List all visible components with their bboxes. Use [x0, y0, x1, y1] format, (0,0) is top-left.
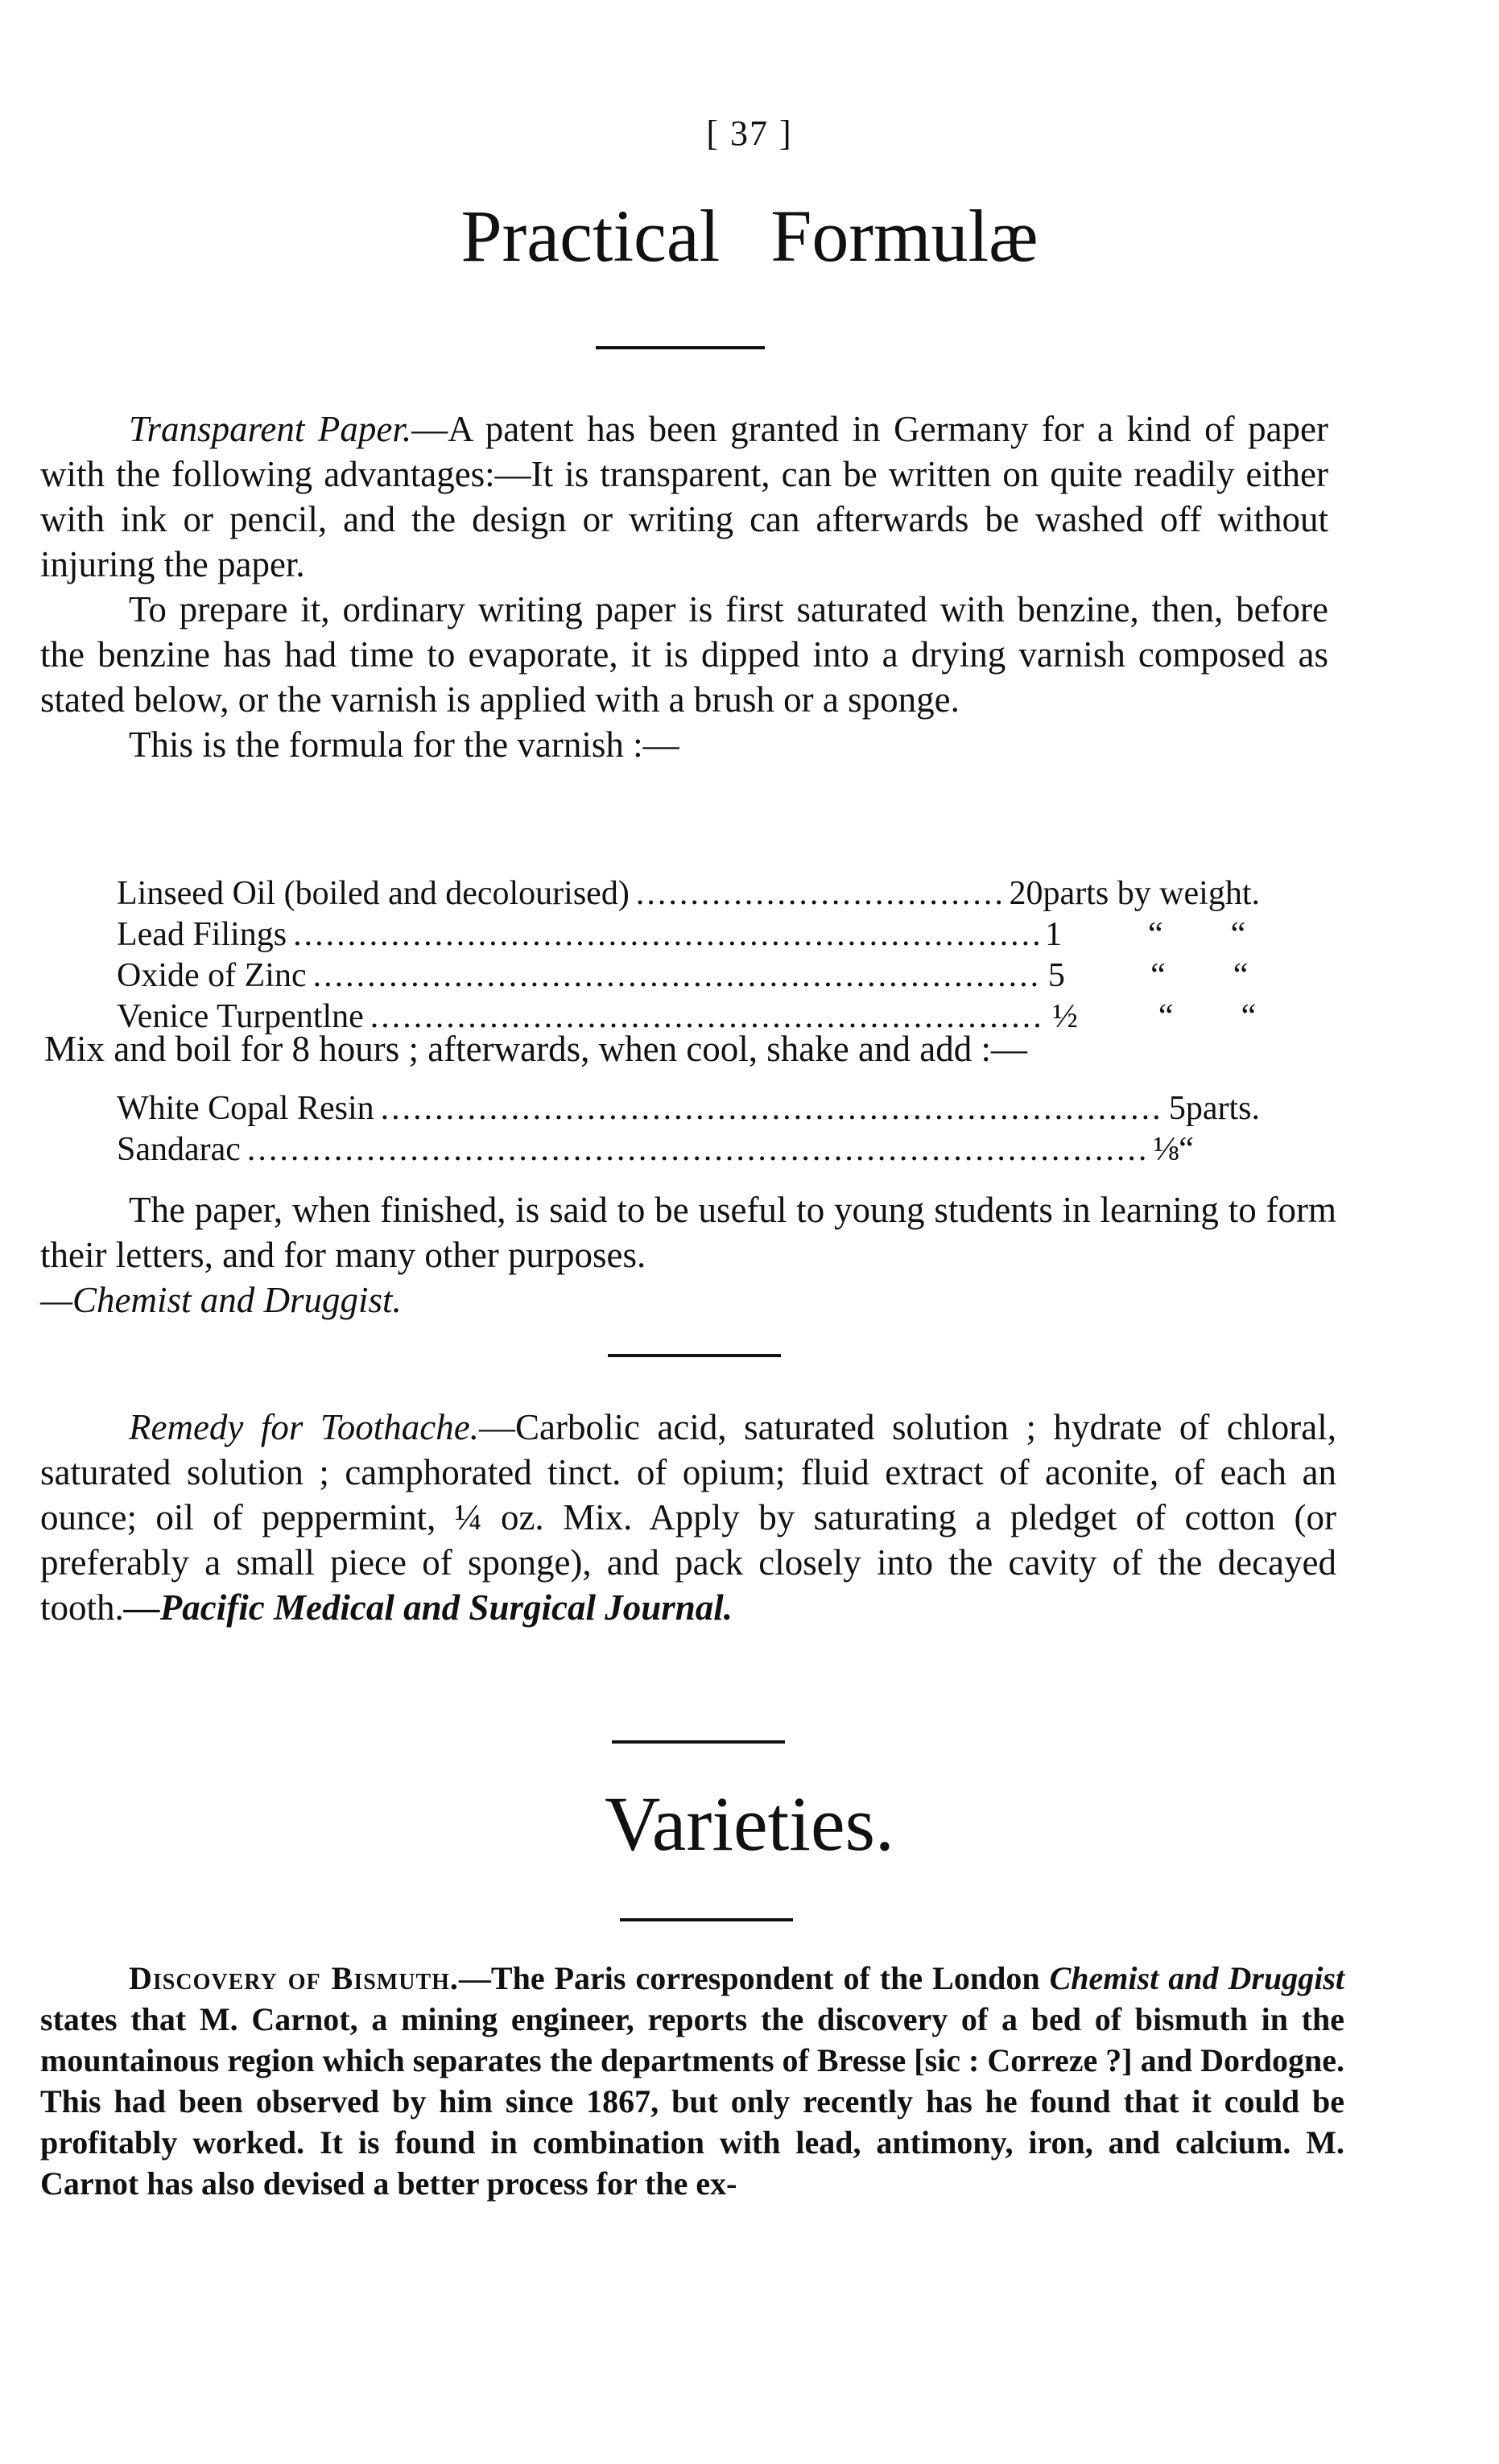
source-citation: —Chemist and Druggist. — [40, 1280, 402, 1320]
recipe-row — [117, 955, 1260, 997]
ingredient-quantity: ⅛ — [1153, 1131, 1179, 1168]
ingredient-name: Lead Filings — [117, 916, 287, 953]
divider-rule — [612, 1740, 785, 1744]
section-title-varieties: Varieties. — [605, 1781, 894, 1867]
ingredient-unit: “ — [1179, 1131, 1194, 1168]
ingredient-quantity: ½ — [1052, 998, 1078, 1035]
resin-recipe — [117, 1088, 1260, 1170]
divider-rule — [608, 1354, 781, 1357]
section-title-practical-formulae: Practical Formulæ — [460, 195, 1039, 277]
ingredient-unit: “ “ — [1150, 957, 1249, 994]
article-paragraph: This is the formula for the varnish :— — [129, 724, 679, 765]
recipe-row — [117, 1129, 1260, 1170]
ingredient-unit: parts by weight. — [1043, 875, 1260, 912]
article-text: —The Paris correspondent of the London — [458, 1960, 1050, 1996]
divider-rule — [620, 1918, 793, 1921]
ingredient-name: Venice Turpentlne — [117, 998, 364, 1035]
recipe-row — [117, 873, 1260, 914]
article-heading: Transparent Paper. — [129, 409, 412, 449]
recipe-row — [117, 914, 1260, 955]
source-citation: Chemist and Druggist — [1049, 1960, 1344, 1996]
article-discovery-of-bismuth — [40, 1958, 1344, 2204]
ingredient-name: Sandarac — [117, 1131, 241, 1168]
leader-dots — [247, 1129, 1147, 1170]
divider-rule — [596, 346, 765, 349]
ingredient-unit: “ “ — [1147, 916, 1246, 953]
leader-dots — [636, 873, 1003, 914]
article-text: —Carbolic acid, saturated solution ; hydrate of chloral, saturated solution ; camphorated tinct. of opium; fluid extract of aconite, of each an ounce; oil of peppermint, ¼ oz. Mix. Apply by saturating a pledget of cotton (or preferably a small piece of sponge), and pack closely into the cavity of the decayed tooth. — [40, 1407, 1336, 1628]
article-remedy-for-toothache — [40, 1405, 1336, 1630]
ingredient-quantity: 5 — [1047, 957, 1065, 994]
article-heading: Discovery of Bismuth. — [129, 1960, 459, 1996]
mix-instruction: Mix and boil for 8 hours ; afterwards, when cool, shake and add :— — [44, 1029, 1027, 1069]
recipe-row — [117, 1088, 1260, 1129]
article-paragraph — [40, 1405, 1336, 1630]
page-number: [ 37 ] — [706, 114, 793, 153]
ingredient-quantity: 1 — [1045, 916, 1063, 953]
ingredient-quantity: 20 — [1009, 875, 1043, 912]
leader-dots — [381, 1088, 1162, 1129]
ingredient-quantity: 5 — [1168, 1090, 1186, 1127]
ingredient-name: Oxide of Zinc — [117, 957, 307, 994]
leader-dots — [293, 914, 1039, 955]
ingredient-name: White Copal Resin — [117, 1090, 374, 1127]
article-source — [40, 1277, 1336, 1323]
article-text: states that M. Carnot, a mining engineer, reports the discovery of a bed of bismuth in the mountainous region which separates the departments of Bresse [sic : Correze ?] and Dordogne. This had been observed by him since 1867, but only recently has he found that it could be profitably worked. It is found in combination with lead, antimony, iron, and calcium. M. Carnot has also devised a better process for the ex- — [40, 2001, 1344, 2202]
ingredient-unit: parts. — [1185, 1090, 1260, 1127]
varnish-recipe — [117, 873, 1260, 1038]
article-heading: Remedy for Toothache. — [129, 1407, 479, 1447]
article-paragraph: To prepare it, ordinary writing paper is first saturated with benzine, then, before the benzine has had time to evaporate, it is dipped into a drying varnish composed as stated below, or the varnish is applied with a brush or a sponge. — [40, 589, 1328, 720]
article-transparent-paper-conclusion — [40, 1187, 1336, 1323]
article-text: —A patent has been granted in Germany for a kind of paper with the following advantages:—It is transparent, can be written on quite readily either with ink or pencil, and the design or writing can afterwards be washed off without injuring the paper. — [40, 409, 1328, 584]
leader-dots — [313, 955, 1042, 997]
ingredient-name: Linseed Oil (boiled and decolourised) — [117, 875, 630, 912]
article-transparent-paper — [40, 407, 1328, 767]
source-citation: —Pacific Medical and Surgical Journal. — [123, 1587, 733, 1628]
article-paragraph: The paper, when finished, is said to be useful to young students in learning to form their letters, and for many other purposes. — [40, 1190, 1336, 1275]
article-paragraph — [40, 407, 1328, 587]
ingredient-unit: “ “ — [1158, 998, 1257, 1035]
